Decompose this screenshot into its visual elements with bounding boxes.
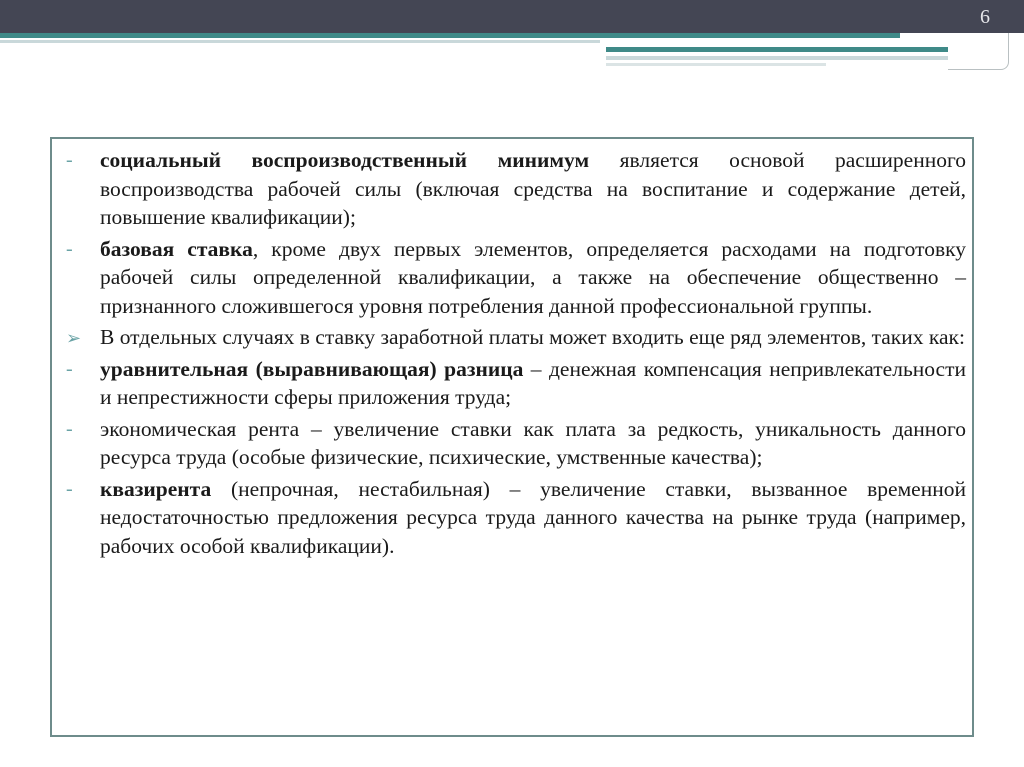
header-accent-stripe-right xyxy=(606,47,948,52)
list-item xyxy=(66,415,966,472)
dash-bullet-icon: - xyxy=(66,149,73,171)
slide-number: 6 xyxy=(980,6,990,28)
item-text: В отдельных случаях в ставку заработной платы может входить еще ряд элементов, таких как: xyxy=(100,325,965,349)
dash-bullet-icon: - xyxy=(66,417,73,440)
header-light-stripe xyxy=(0,40,600,43)
header-accent-stripe xyxy=(0,33,900,38)
dash-bullet-icon: - xyxy=(66,237,73,260)
dash-bullet-icon: - xyxy=(66,477,73,500)
term: квазирента xyxy=(100,476,212,501)
bullet-list xyxy=(66,146,966,563)
item-text: – денежная компенсация непривлекательности и непрестижности сферы приложения труда; xyxy=(100,356,966,409)
header-light-stripe-right xyxy=(606,56,948,60)
header-light-stripe-right-2 xyxy=(606,63,826,66)
term: базовая ставка xyxy=(100,236,253,261)
list-item xyxy=(66,355,966,412)
list-item xyxy=(66,475,966,561)
item-text: является основой расширенного воспроизводства рабочей силы (включая средства на воспитание и содержание детей, повышение квалификации); xyxy=(100,148,966,229)
header-bar xyxy=(0,0,1024,33)
term: социальный воспроизводственный минимум xyxy=(100,148,590,172)
item-text: , кроме двух первых элементов, определяется расходами на подготовку рабочей силы определенной квалификации, а также на обеспечение общественно – признанного сложившегося уровня потребления данной профессиональной группы. xyxy=(100,236,966,318)
corner-frame xyxy=(948,33,1009,70)
item-text: экономическая рента – увеличение ставки как плата за редкость, уникальность данного ресурса труда (особые физические, психические, умственные качества); xyxy=(100,416,966,469)
list-item xyxy=(66,235,966,321)
term: уравнительная (выравнивающая) разница xyxy=(100,356,524,381)
dash-bullet-icon: - xyxy=(66,357,73,380)
item-text: (непрочная, нестабильная) – увеличение ставки, вызванное временной недостаточностью предложения ресурса труда данного качества на рынке труда (например, рабочих особой квалификации). xyxy=(100,476,966,558)
arrow-bullet-icon: ➢ xyxy=(66,328,82,348)
list-item xyxy=(66,323,966,352)
list-item xyxy=(66,146,966,232)
